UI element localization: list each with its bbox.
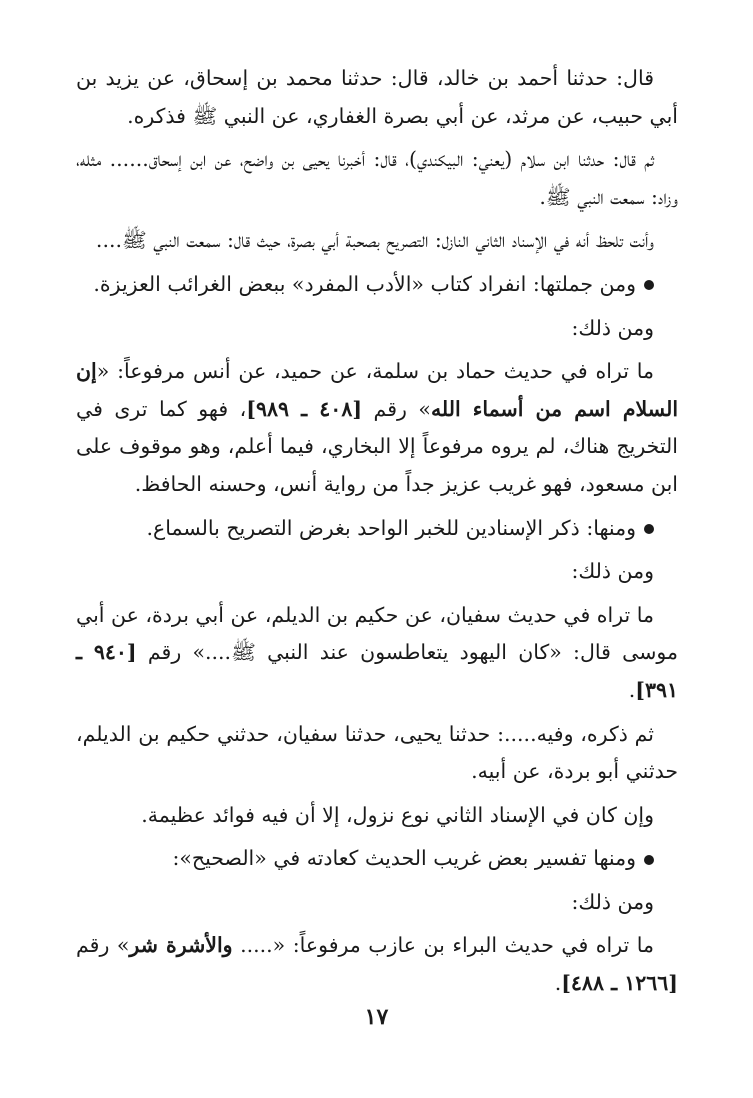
- paragraph-text-after: ، فهو كما ترى في التخريج هناك، لم يروه مرفوعاً إلا البخاري، فيما أعلم، وهو موقوف على ابن مسعود، فهو غريب عزيز جداً من رواية أنس، وحسنه الحافظ.: [76, 396, 678, 496]
- hadith-number: [٤٠٨ ـ ٩٨٩]: [246, 396, 363, 421]
- hadith-number: [١٢٦٦ ـ ٤٨٨]: [561, 971, 678, 996]
- paragraph-text-after: .: [628, 677, 636, 702]
- bullet-gharib: [76, 840, 678, 878]
- bullet-adab-mufrad: [76, 266, 678, 304]
- paragraph-min-dhalik-1: [76, 310, 678, 348]
- page-number: ١٧: [364, 1004, 389, 1030]
- bullet-text: ومنها تفسير بعض غريب الحديث كعادته في «الصحيح»:: [172, 846, 636, 871]
- paragraph-text: ثم ذكره، وفيه.....: حدثنا يحيى، حدثنا سفيان، حدثني حكيم بن الديلم، حدثني أبو بردة، عن أبيه.: [76, 721, 678, 784]
- hadith-quote: والأشرة شر: [129, 933, 233, 958]
- paragraph-observation: [76, 222, 678, 260]
- paragraph-text-before: ما تراه في حديث سفيان، عن حكيم بن الديلم، عن أبي بردة، عن أبي موسى قال: «كان اليهود يتعاطسون عند النبي ﷺ....» رقم: [76, 602, 678, 665]
- paragraph-second-chain: [76, 716, 678, 791]
- paragraph-hadith-bara: [76, 927, 678, 1002]
- paragraph-hadith-sufyan: [76, 597, 678, 710]
- bullet-dot-icon: [644, 524, 654, 534]
- paragraph-text-before: ما تراه في حديث البراء بن عازب مرفوعاً: «.....: [232, 933, 655, 958]
- paragraph-min-dhalik-3: [76, 884, 678, 922]
- paragraph-text: ومن ذلك:: [571, 889, 654, 914]
- bullet-text: ومن جملتها: انفراد كتاب «الأدب المفرد» ببعض الغرائب العزيزة.: [93, 271, 636, 296]
- hadith-number: [٩٤٠ ـ ٣٩١]: [76, 640, 678, 702]
- bullet-dot-icon: [644, 280, 654, 290]
- paragraph-text-after: .: [554, 971, 562, 996]
- paragraph-text: ومن ذلك:: [571, 315, 654, 340]
- paragraph-text-middle: » رقم: [76, 933, 130, 958]
- paragraph-isnad-1: [76, 60, 678, 135]
- paragraph-min-dhalik-2: [76, 553, 678, 591]
- bullet-text: ومنها: ذكر الإسنادين للخبر الواحد بغرض التصريح بالسماع.: [146, 515, 636, 540]
- paragraph-text: ومن ذلك:: [571, 559, 654, 584]
- bullet-two-isnads: [76, 510, 678, 548]
- paragraph-text-middle: » رقم: [362, 396, 431, 421]
- body-text: [76, 60, 678, 1003]
- paragraph-text-before: ما تراه في حديث حماد بن سلمة، عن حميد، عن أنس مرفوعاً: «: [96, 359, 654, 384]
- paragraph-hadith-salam: [76, 353, 678, 503]
- bullet-dot-icon: [644, 855, 654, 865]
- paragraph-text: وإن كان في الإسناد الثاني نوع نزول، إلا أن فيه فوائد عظيمة.: [141, 802, 654, 827]
- paragraph-text: قال: حدثنا أحمد بن خالد، قال: حدثنا محمد بن إسحاق، عن يزيد بن أبي حبيب، عن مرثد، عن أبي بصرة الغفاري، عن النبي ﷺ فذكره.: [76, 66, 678, 128]
- paragraph-benefits: [76, 797, 678, 835]
- paragraph-text: ثم قال: حدثنا ابن سلام (يعني: البيكندي)، قال: أخبرنا يحيى بن واضح، عن ابن إسحاق...... مثله، وزاد: سمعت النبي ﷺ.: [76, 147, 678, 209]
- paragraph-isnad-2: [76, 141, 678, 216]
- paragraph-text: وأنت تلحظ أنه في الإسناد الثاني النازل: التصريح بصحبة أبي بصرة، حيث قال: سمعت النبي ﷺ....: [95, 228, 654, 253]
- hadith-quote: إن السلام اسم من أسماء الله: [76, 359, 679, 421]
